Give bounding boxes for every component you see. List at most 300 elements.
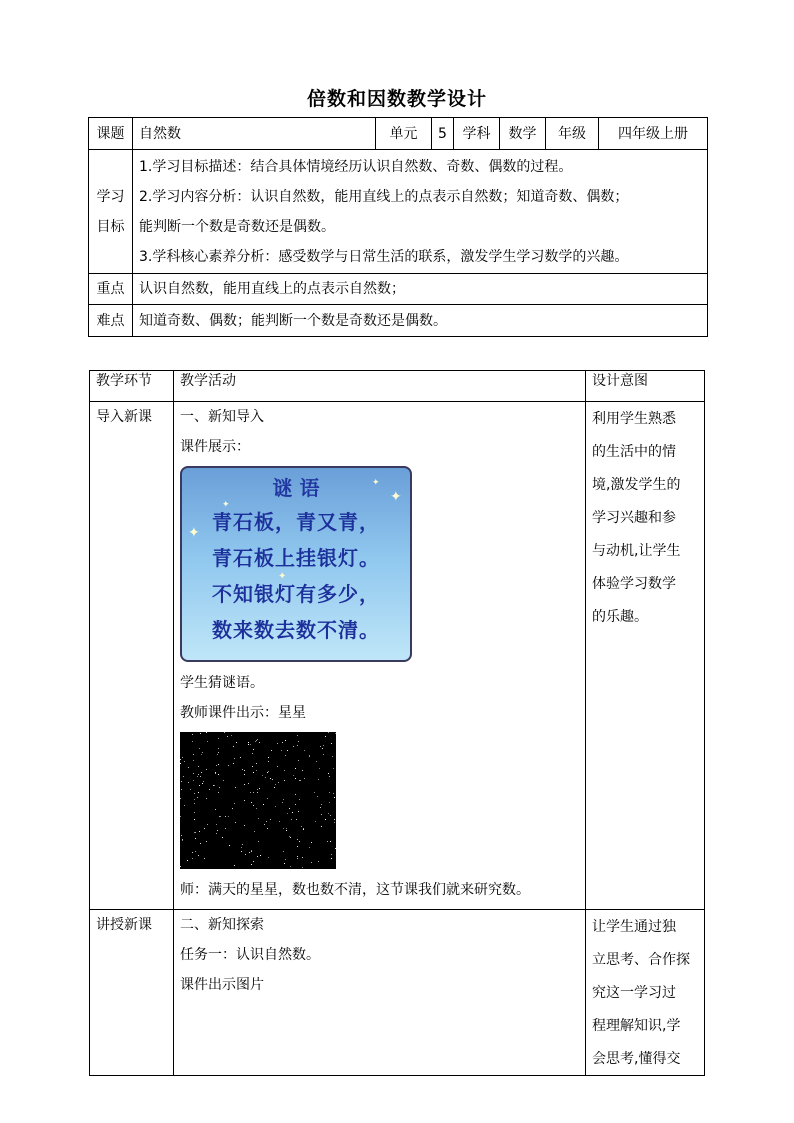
- goal-3: 3.学科核心素养分析：感受数学与日常生活的联系，激发学生学习数学的兴趣。: [139, 248, 629, 265]
- star-dot: [285, 755, 286, 756]
- star-dot: [325, 819, 326, 820]
- riddle-line: 数来数去数不清。: [212, 618, 380, 642]
- star-dot: [190, 789, 191, 790]
- star-dot: [298, 811, 299, 812]
- intro-intent-line: 的生活中的情: [592, 444, 676, 460]
- star-dot: [257, 792, 258, 793]
- star-dot: [297, 846, 298, 847]
- star-dot: [202, 783, 203, 784]
- star-dot: [257, 789, 258, 790]
- star-dot: [225, 816, 226, 817]
- star-dot: [300, 780, 301, 781]
- star-dot: [203, 781, 204, 782]
- star-dot: [199, 785, 200, 786]
- star-dot: [286, 828, 287, 829]
- star-dot: [244, 770, 245, 771]
- explore-show: 课件出示图片: [180, 977, 264, 993]
- star-dot: [207, 824, 208, 825]
- star-dot: [309, 756, 310, 757]
- star-dot: [329, 776, 330, 777]
- star-dot: [194, 803, 195, 804]
- star-dot: [268, 757, 269, 758]
- star-dot: [258, 818, 259, 819]
- goal-label-line2: 目标: [96, 218, 125, 235]
- star-dot: [331, 743, 332, 744]
- star-dot: [224, 732, 225, 733]
- star-dot: [304, 778, 305, 779]
- star-dot: [321, 814, 322, 815]
- star-dot: [244, 784, 245, 785]
- star-dot: [335, 733, 336, 734]
- star-dot: [216, 765, 217, 766]
- explore-intent-line: 会思考,懂得交: [592, 1051, 681, 1067]
- intro-intent-line: 的乐趣。: [592, 609, 648, 625]
- star-dot: [330, 815, 331, 816]
- intro-intent-line: 体验学习数学: [592, 576, 676, 592]
- riddle-image: [180, 466, 412, 662]
- explore-intent-line: 立思考、合作探: [592, 952, 690, 968]
- star-dot: [256, 808, 257, 809]
- star-dot: [282, 742, 283, 743]
- star-dot: [285, 859, 286, 860]
- star-dot: [270, 778, 271, 779]
- star-dot: [195, 851, 196, 852]
- intro-heading: 一、新知导入: [180, 409, 264, 425]
- star-dot: [334, 822, 335, 823]
- star-dot: [290, 866, 291, 867]
- star-dot: [216, 824, 217, 825]
- star-dot: [283, 851, 284, 852]
- intro-intent-line: 与动机,让学生: [592, 543, 681, 559]
- star-dot: [259, 788, 260, 789]
- star-dot: [181, 781, 182, 782]
- star-dot: [334, 797, 335, 798]
- star-dot: [302, 867, 303, 868]
- star-dot: [198, 792, 199, 793]
- star-dot: [218, 752, 219, 753]
- star-dot: [304, 750, 305, 751]
- goal-label: [89, 150, 133, 274]
- star-dot: [264, 824, 265, 825]
- star-dot: [320, 807, 321, 808]
- star-dot: [322, 748, 323, 749]
- star-dot: [287, 750, 288, 751]
- intro-stage: [90, 402, 174, 910]
- intro-intent-line: 境,激发学生的: [592, 477, 681, 493]
- star-dot: [262, 775, 263, 776]
- key-label: 重点: [89, 274, 133, 305]
- star-dot: [194, 793, 195, 794]
- star-dot: [258, 841, 259, 842]
- star-dot: [279, 821, 280, 822]
- star-dot: [180, 866, 181, 867]
- star-dot: [204, 828, 205, 829]
- star-dot: [255, 741, 256, 742]
- star-dot: [284, 780, 285, 781]
- star-dot: [302, 770, 303, 771]
- star-dot: [217, 830, 218, 831]
- riddle-title: 谜 语: [272, 476, 320, 500]
- star-dot: [323, 745, 324, 746]
- topic-label: 课题: [89, 118, 133, 150]
- riddle-line: 青石板，青又青，: [212, 510, 380, 534]
- star-dot: [277, 743, 278, 744]
- star-dot: [197, 776, 198, 777]
- star-dot: [193, 773, 194, 774]
- star-dot: [241, 847, 242, 848]
- star-dot: [253, 792, 254, 793]
- star-dot: [328, 732, 329, 733]
- sparkle-icon: ✦: [188, 525, 200, 541]
- unit-value: 5: [432, 118, 454, 150]
- star-dot: [218, 792, 219, 793]
- goal-label-line1: 学习: [96, 188, 125, 205]
- star-dot: [253, 772, 254, 773]
- star-dot: [293, 775, 294, 776]
- star-dot: [298, 760, 299, 761]
- star-dot: [293, 746, 294, 747]
- intro-stage-label: 导入新课: [96, 409, 152, 425]
- star-dot: [330, 841, 331, 842]
- star-dot: [232, 808, 233, 809]
- star-dot: [182, 840, 183, 841]
- document-title: 倍数和因数教学设计: [306, 88, 487, 110]
- star-dot: [267, 798, 268, 799]
- intro-intent-line: 利用学生熟悉: [592, 411, 676, 427]
- star-dot: [244, 800, 245, 801]
- star-dot: [206, 732, 207, 733]
- star-dot: [285, 740, 286, 741]
- star-dot: [216, 833, 217, 834]
- riddle-line: 青石板上挂银灯。: [212, 546, 380, 570]
- star-dot: [295, 768, 296, 769]
- star-dot: [259, 742, 260, 743]
- star-dot: [295, 794, 296, 795]
- star-dot: [299, 780, 300, 781]
- star-dot: [181, 835, 182, 836]
- star-dot: [268, 857, 269, 858]
- star-dot: [195, 838, 196, 839]
- star-dot: [206, 798, 207, 799]
- key-value: 认识自然数，能用直线上的点表示自然数；: [133, 274, 708, 305]
- star-dot: [225, 828, 226, 829]
- star-dot: [335, 848, 336, 849]
- star-dot: [201, 772, 202, 773]
- sparkle-icon: ✦: [222, 500, 230, 510]
- explore-intent-line: 让学生通过独: [592, 919, 676, 935]
- star-dot: [251, 802, 252, 803]
- star-dot: [272, 779, 273, 780]
- star-dot: [331, 858, 332, 859]
- intro-activity: [174, 402, 586, 910]
- star-dot: [318, 779, 319, 780]
- star-dot: [219, 787, 220, 788]
- star-dot: [290, 837, 291, 838]
- starry-sky-image: [180, 732, 336, 869]
- star-dot: [199, 748, 200, 749]
- star-dot: [250, 792, 251, 793]
- star-dot: [222, 837, 223, 838]
- lesson-info-table: [88, 117, 708, 337]
- difficult-label: 难点: [89, 305, 133, 337]
- star-dot: [316, 761, 317, 762]
- star-dot: [333, 768, 334, 769]
- star-dot: [198, 766, 199, 767]
- star-dot: [200, 776, 201, 777]
- star-dot: [244, 774, 245, 775]
- star-dot: [251, 850, 252, 851]
- goal-2b: 能判断一个数是奇数还是偶数。: [139, 218, 335, 235]
- star-dot: [201, 754, 202, 755]
- star-dot: [295, 778, 296, 779]
- star-dot: [267, 828, 268, 829]
- star-dot: [286, 830, 287, 831]
- star-dot: [207, 741, 208, 742]
- star-dot: [296, 819, 297, 820]
- star-dot: [256, 770, 257, 771]
- star-dot: [267, 772, 268, 773]
- explore-intent: [586, 910, 705, 1076]
- star-dot: [319, 768, 320, 769]
- star-dot: [214, 785, 215, 786]
- star-dot: [220, 816, 221, 817]
- star-dot: [254, 831, 255, 832]
- star-dot: [202, 752, 203, 753]
- star-dot: [192, 734, 193, 735]
- star-dot: [242, 769, 243, 770]
- intro-intent-line: 学习兴趣和参: [592, 510, 676, 526]
- star-dot: [327, 841, 328, 842]
- star-dot: [299, 841, 300, 842]
- star-dot: [228, 816, 229, 817]
- star-dot: [333, 793, 334, 794]
- star-dot: [218, 738, 219, 739]
- star-dot: [325, 736, 326, 737]
- header-activity: 教学活动: [174, 371, 586, 402]
- riddle-line: 不知银灯有多少，: [212, 582, 380, 606]
- header-stage: 教学环节: [90, 371, 174, 402]
- star-dot: [256, 763, 257, 764]
- star-dot: [181, 789, 182, 790]
- star-dot: [192, 741, 193, 742]
- star-dot: [303, 829, 304, 830]
- teaching-plan-table: [89, 370, 705, 1076]
- star-dot: [317, 796, 318, 797]
- star-dot: [194, 799, 195, 800]
- star-dot: [257, 856, 258, 857]
- goal-content: [133, 150, 708, 274]
- explore-activity: [174, 910, 586, 1076]
- star-dot: [270, 819, 271, 820]
- subject-label: 学科: [454, 118, 500, 150]
- star-dot: [309, 847, 310, 848]
- star-dot: [197, 797, 198, 798]
- star-dot: [233, 746, 234, 747]
- intro-teacher-says: 师：满天的星星，数也数不清，这节课我们就来研究数。: [180, 882, 530, 898]
- star-dot: [299, 799, 300, 800]
- star-dot: [321, 804, 322, 805]
- star-dot: [284, 863, 285, 864]
- star-dot: [311, 842, 312, 843]
- star-dot: [192, 858, 193, 859]
- star-dot: [235, 822, 236, 823]
- intro-teacher-shows: 教师课件出示：星星: [180, 705, 306, 721]
- star-dot: [271, 750, 272, 751]
- star-dot: [200, 733, 201, 734]
- star-dot: [218, 748, 219, 749]
- star-dot: [263, 804, 264, 805]
- star-dot: [183, 776, 184, 777]
- star-dot: [188, 782, 189, 783]
- star-dot: [180, 798, 181, 799]
- star-dot: [297, 858, 298, 859]
- star-dot: [329, 792, 330, 793]
- star-dot: [297, 856, 298, 857]
- star-dot: [240, 757, 241, 758]
- star-dot: [301, 826, 302, 827]
- star-dot: [321, 826, 322, 827]
- star-dot: [251, 851, 252, 852]
- star-dot: [188, 767, 189, 768]
- star-dot: [180, 763, 181, 764]
- star-dot: [315, 821, 316, 822]
- star-dot: [218, 764, 219, 765]
- explore-task: 任务一：认识自然数。: [180, 947, 320, 963]
- star-dot: [234, 758, 235, 759]
- star-dot: [236, 742, 237, 743]
- star-dot: [229, 845, 230, 846]
- star-dot: [323, 754, 324, 755]
- intro-intent: [586, 402, 705, 910]
- star-dot: [268, 771, 269, 772]
- star-dot: [194, 812, 195, 813]
- star-dot: [200, 843, 201, 844]
- star-dot: [180, 759, 181, 760]
- explore-stage: [90, 910, 174, 1076]
- star-dot: [193, 754, 194, 755]
- star-dot: [284, 770, 285, 771]
- star-dot: [266, 821, 267, 822]
- goal-1: 1.学习目标描述：结合具体情境经历认识自然数、奇数、偶数的过程。: [139, 158, 573, 175]
- star-dot: [297, 745, 298, 746]
- star-dot: [298, 741, 299, 742]
- star-dot: [233, 763, 234, 764]
- star-dot: [302, 857, 303, 858]
- star-dot: [242, 844, 243, 845]
- star-dot: [192, 852, 193, 853]
- star-dot: [314, 792, 315, 793]
- unit-label: 单元: [376, 118, 432, 150]
- star-dot: [253, 749, 254, 750]
- star-dot: [187, 860, 188, 861]
- explore-intent-line: 究这一学习过: [592, 985, 676, 1001]
- star-dot: [253, 861, 254, 862]
- star-dot: [198, 855, 199, 856]
- star-dot: [215, 809, 216, 810]
- star-dot: [257, 739, 258, 740]
- star-dot: [289, 808, 290, 809]
- star-dot: [277, 766, 278, 767]
- star-dot: [328, 773, 329, 774]
- star-dot: [249, 852, 250, 853]
- sparkle-icon: ✦: [278, 571, 287, 582]
- star-dot: [256, 740, 257, 741]
- star-dot: [265, 777, 266, 778]
- star-dot: [209, 789, 210, 790]
- star-dot: [282, 802, 283, 803]
- star-dot: [248, 742, 249, 743]
- star-dot: [223, 780, 224, 781]
- star-dot: [235, 787, 236, 788]
- star-dot: [184, 805, 185, 806]
- star-dot: [318, 861, 319, 862]
- star-dot: [331, 854, 332, 855]
- grade-value: 四年级上册: [599, 118, 708, 150]
- star-dot: [278, 782, 279, 783]
- star-dot: [228, 765, 229, 766]
- star-dot: [194, 819, 195, 820]
- subject-value: 数学: [500, 118, 546, 150]
- star-dot: [252, 753, 253, 754]
- star-dot: [328, 813, 329, 814]
- star-dot: [227, 736, 228, 737]
- star-dot: [231, 735, 232, 736]
- star-dot: [206, 769, 207, 770]
- star-dot: [234, 865, 235, 866]
- star-dot: [198, 774, 199, 775]
- star-dot: [234, 803, 235, 804]
- star-dot: [253, 805, 254, 806]
- star-dot: [252, 766, 253, 767]
- star-dot: [250, 744, 251, 745]
- star-dot: [241, 851, 242, 852]
- star-dot: [204, 858, 205, 859]
- sparkle-icon: ✦: [390, 489, 402, 505]
- topic-value: 自然数: [133, 118, 376, 150]
- goal-2a: 2.学习内容分析：认识自然数，能用直线上的点表示自然数；知道奇数、偶数；: [139, 188, 629, 205]
- intro-guess: 学生猜谜语。: [180, 675, 264, 691]
- star-dot: [184, 761, 185, 762]
- star-dot: [251, 864, 252, 865]
- star-dot: [199, 831, 200, 832]
- star-dot: [320, 746, 321, 747]
- star-dot: [244, 825, 245, 826]
- star-dot: [295, 804, 296, 805]
- star-dot: [283, 799, 284, 800]
- sparkle-icon: ✦: [372, 478, 380, 488]
- explore-stage-label: 讲授新课: [96, 917, 152, 933]
- star-dot: [193, 780, 194, 781]
- star-dot: [274, 787, 275, 788]
- star-dot: [275, 784, 276, 785]
- star-dot: [206, 841, 207, 842]
- star-dot: [334, 819, 335, 820]
- header-intent: 设计意图: [586, 371, 705, 402]
- grade-label: 年级: [546, 118, 599, 150]
- star-dot: [218, 774, 219, 775]
- star-dot: [287, 813, 288, 814]
- star-dot: [291, 819, 292, 820]
- star-dot: [248, 744, 249, 745]
- star-dot: [182, 757, 183, 758]
- star-dot: [193, 760, 194, 761]
- intro-show: 课件展示：: [180, 439, 250, 455]
- star-dot: [275, 806, 276, 807]
- star-dot: [180, 816, 181, 817]
- star-dot: [297, 839, 298, 840]
- star-dot: [245, 854, 246, 855]
- star-dot: [329, 802, 330, 803]
